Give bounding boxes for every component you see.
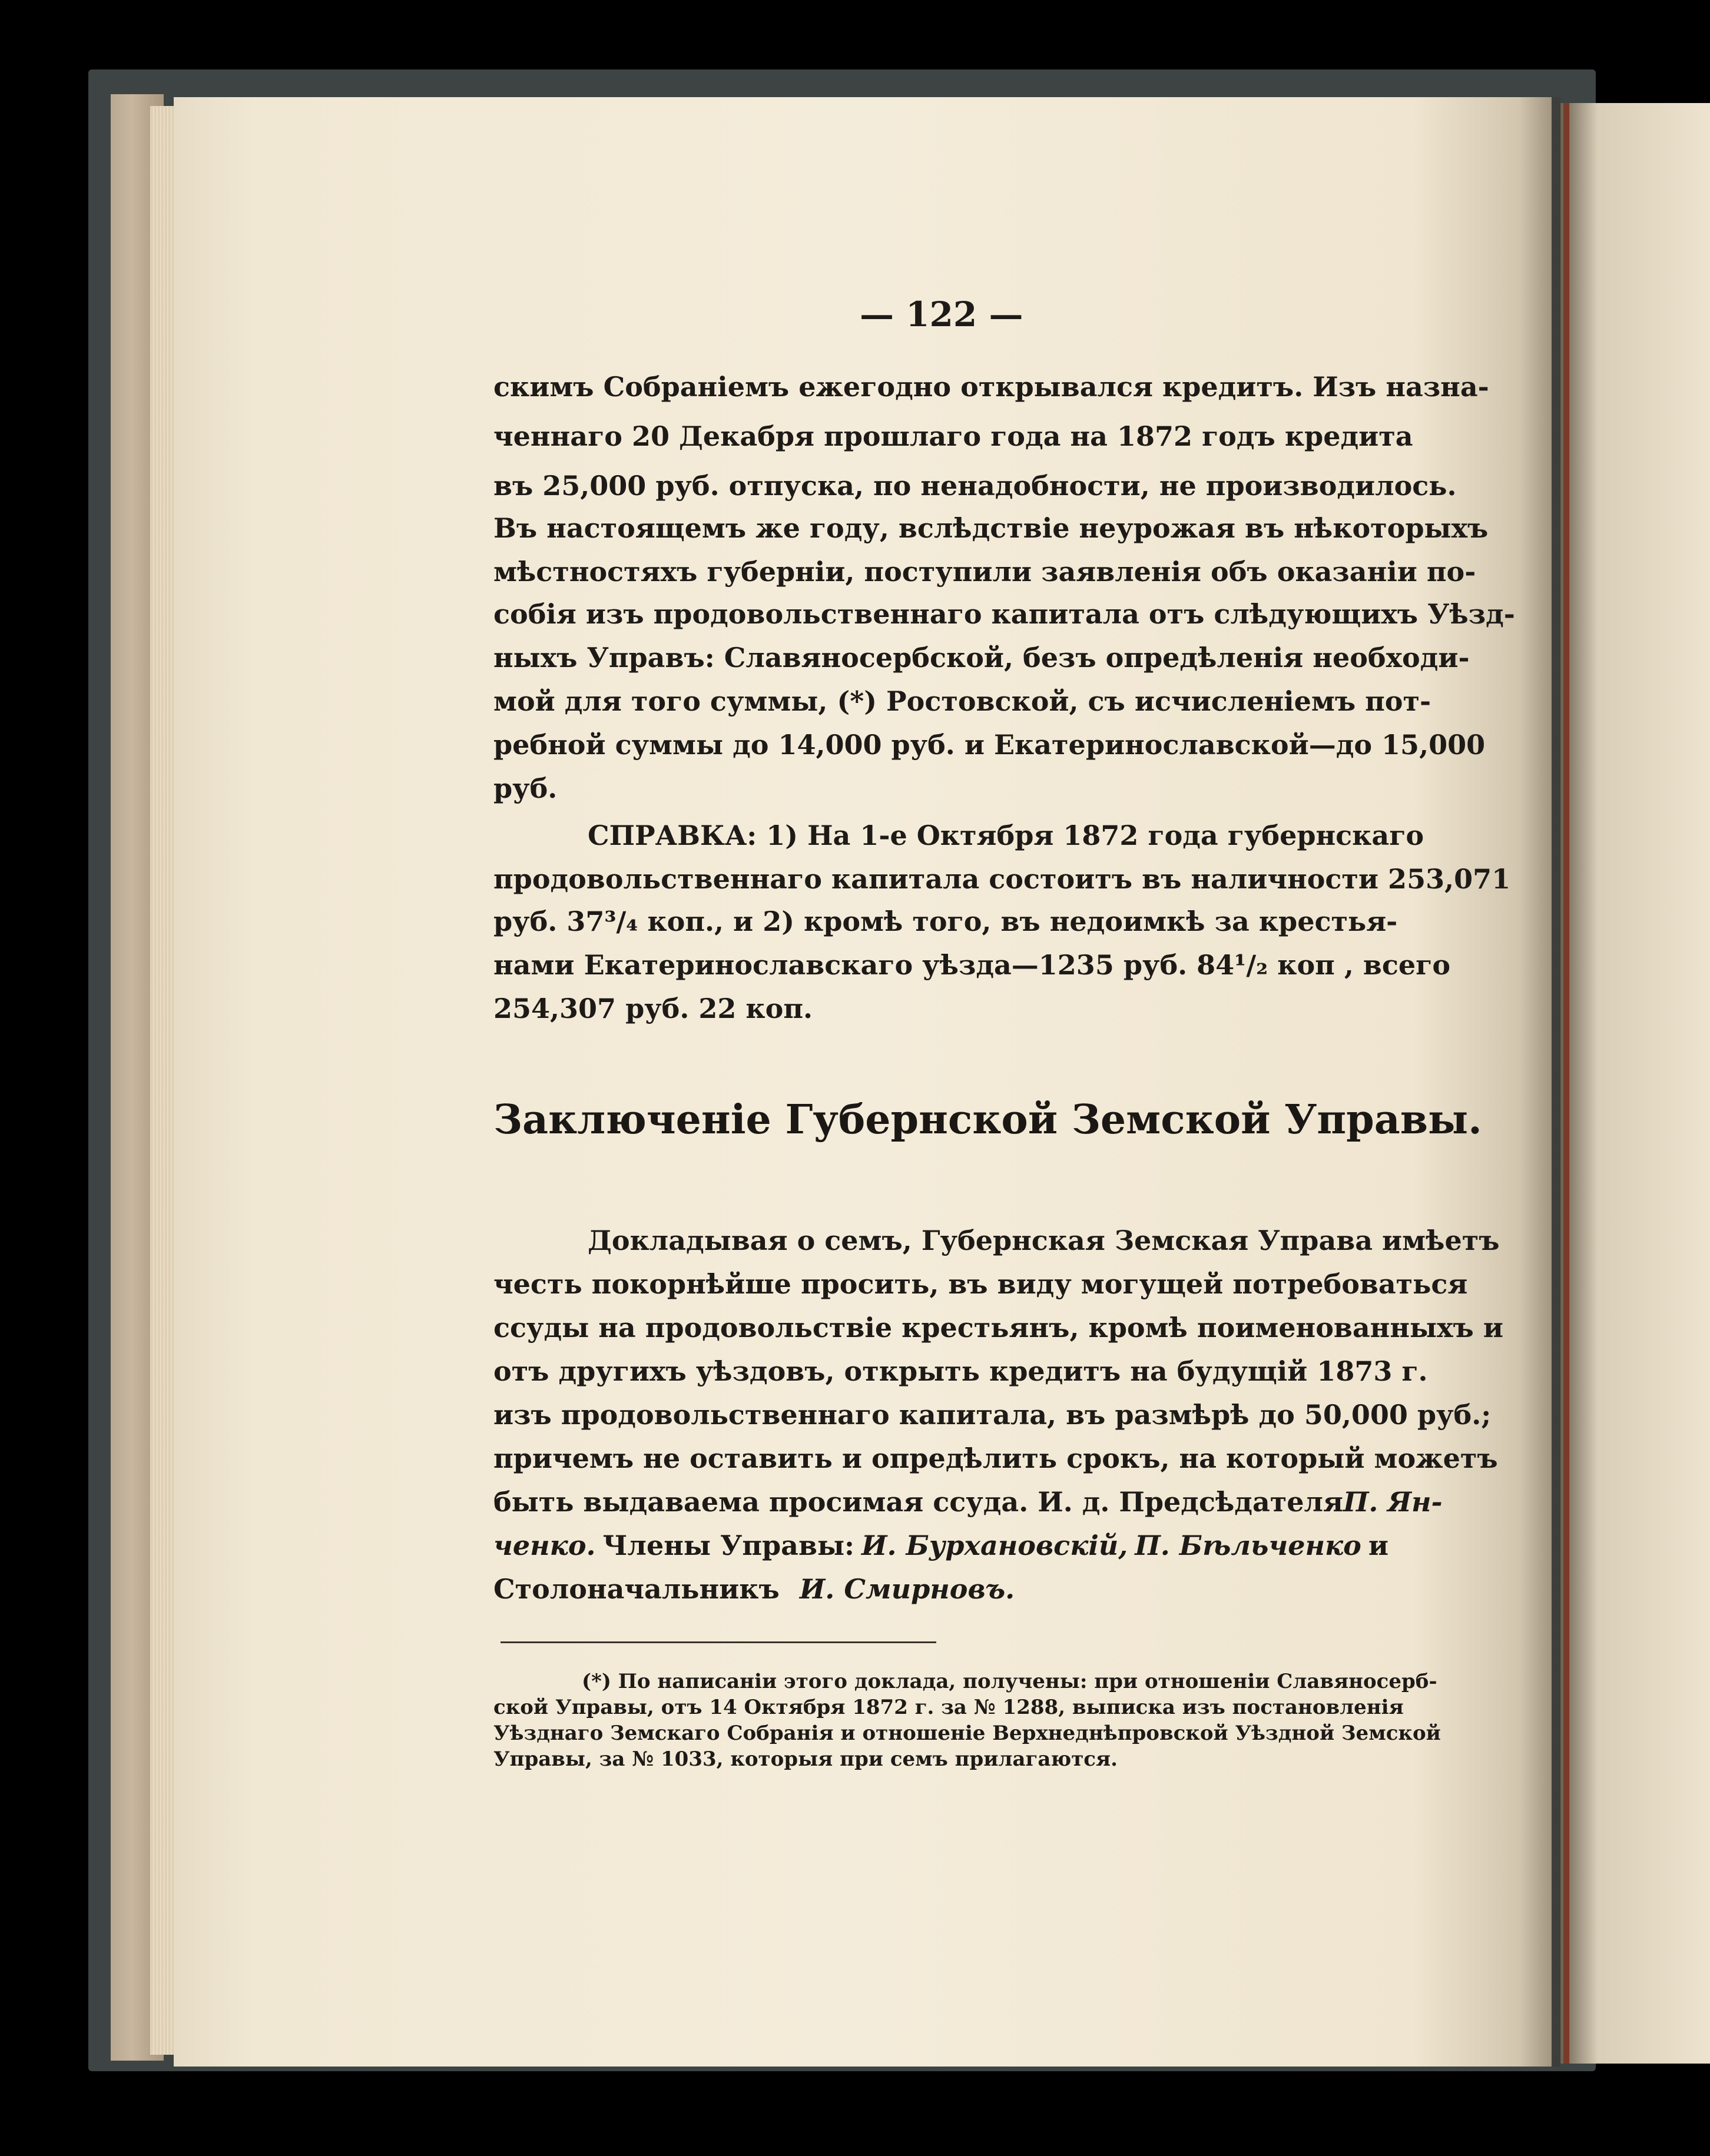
section-heading: Заключеніе Губернской Земской Управы. xyxy=(493,1096,1482,1143)
footnote-rule xyxy=(501,1641,936,1643)
p3-line-7-text: быть выдаваема просимая ссуда. И. д. Предсѣдателя xyxy=(493,1486,1343,1518)
p3-line-5: изъ продовольственнаго капитала, въ размѣрѣ до 50,000 руб.; xyxy=(493,1399,1492,1431)
footnote-line-1: (*) По написаніи этого доклада, получены: при отношеніи Славяносерб- xyxy=(582,1670,1437,1693)
members-label: Члены Управы: xyxy=(602,1530,855,1561)
p3-line-3: ссуды на продовольствіе крестьянъ, кромѣ поименованныхъ и xyxy=(493,1312,1503,1344)
chair-name-part1: П. Ян- xyxy=(1343,1486,1443,1518)
p1-line-8: мой для того суммы, (*) Ростовской, съ исчисленіемъ пот- xyxy=(493,685,1431,717)
p1-line-9: ребной суммы до 14,000 руб. и Екатеринославской—до 15,000 xyxy=(493,729,1486,761)
p3-line-1: Докладывая о семъ, Губернская Земская Управа имѣетъ xyxy=(588,1225,1500,1256)
clerk-name: И. Смирновъ. xyxy=(799,1573,1015,1605)
p3-line-2: честь покорнѣйше просить, въ виду могущей потребоваться xyxy=(493,1268,1468,1300)
p3-line-6: причемъ не оставить и опредѣлить срокъ, на который можетъ xyxy=(493,1442,1498,1474)
footnote-line-3: Уѣзднаго Земскаго Собранія и отношеніе Верхнеднѣпровской Уѣздной Земской xyxy=(493,1722,1441,1745)
p1-line-3: въ 25,000 руб. отпуска, по ненадобности, не производилось. xyxy=(493,470,1457,502)
p1-line-10: руб. xyxy=(493,772,558,804)
facing-page xyxy=(1560,103,1710,2064)
member-2: П. Бѣльченко xyxy=(1135,1530,1361,1561)
p1-line-1: скимъ Собраніемъ ежегодно открывался кредитъ. Изъ назна- xyxy=(493,371,1489,403)
p1-line-5: мѣстностяхъ губерніи, поступили заявленія объ оказаніи по- xyxy=(493,556,1476,588)
page-number: — 122 — xyxy=(860,294,1023,334)
p1-line-6: собія изъ продовольственнаго капитала отъ слѣдующихъ Уѣзд- xyxy=(493,598,1515,630)
footnote-line-4: Управы, за № 1033, которыя при семъ прилагаются. xyxy=(493,1747,1118,1771)
footnote-line-2: ской Управы, отъ 14 Октября 1872 г. за № 1288, выписка изъ постановленія xyxy=(493,1696,1404,1719)
p3-line-4: отъ другихъ уѣздовъ, открыть кредитъ на будущій 1873 г. xyxy=(493,1355,1428,1387)
p1-line-2: ченнаго 20 Декабря прошлаго года на 1872 годъ кредита xyxy=(493,420,1413,452)
p1-line-4: Въ настоящемъ же году, вслѣдствіе неурожая въ нѣкоторыхъ xyxy=(493,512,1489,544)
p2-line-5: 254,307 руб. 22 коп. xyxy=(493,993,813,1024)
p1-line-7: ныхъ Управъ: Славяносербской, безъ опредѣленія необходи- xyxy=(493,642,1470,674)
p2-line-4: нами Екатеринославскаго уѣзда—1235 руб. 84¹/₂ коп , всего xyxy=(493,949,1451,981)
gutter-shadow xyxy=(1519,97,1560,2067)
member-1: И. Бурхановскій, xyxy=(861,1530,1128,1561)
clerk-line xyxy=(493,1573,1388,1605)
facing-page-edge xyxy=(1563,103,1569,2064)
signature-line xyxy=(493,1530,1388,1561)
p2-line-1: СПРАВКА: 1) На 1-е Октября 1872 года губернскаго xyxy=(588,820,1424,851)
p3-line-7 xyxy=(493,1486,1443,1518)
conj: и xyxy=(1368,1530,1388,1561)
clerk-label: Столоначальникъ xyxy=(493,1573,780,1605)
p2-line-3: руб. 37³/₄ коп., и 2) кромѣ того, въ недоимкѣ за крестья- xyxy=(493,905,1398,937)
chair-name-part2: ченко. xyxy=(493,1530,596,1561)
p2-line-2: продовольственнаго капитала состоитъ въ наличности 253,071 xyxy=(493,863,1511,895)
